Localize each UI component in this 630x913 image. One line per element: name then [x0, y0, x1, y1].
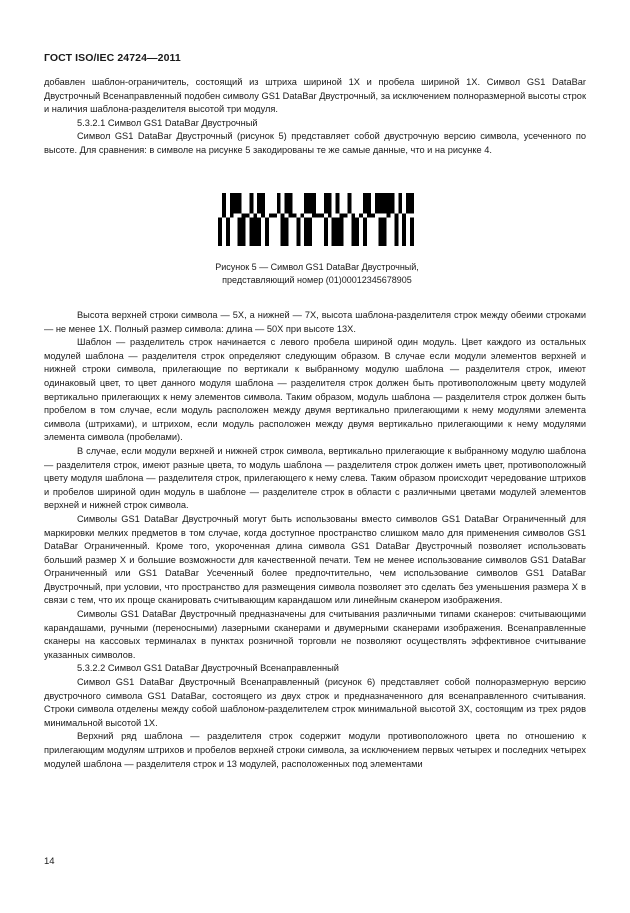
barcode-module — [218, 217, 222, 246]
barcode-modules — [218, 193, 414, 246]
barcode-module — [281, 217, 289, 246]
barcode-module — [324, 217, 328, 246]
barcode-module — [363, 193, 371, 213]
barcode-module — [285, 193, 293, 213]
paragraph: Символ GS1 DataBar Двустрочный Всенаправленный (рисунок 6) представляет собой полноразмерную версию двустрочного символа GS1 DataBar, состоящего из двух строк и предназначенного для всенаправленного считывания. Строки символа отделены между собой шаблоном-разделителем строк минимальной высотой 3X, состоящим из трех рядов минимальной высотой 1X. — [44, 677, 586, 728]
main-text-block — [44, 309, 586, 771]
barcode-module — [402, 213, 406, 217]
barcode-module — [328, 213, 332, 217]
barcode-module — [340, 213, 348, 217]
paragraph: Шаблон — разделитель строк начинается с левого пробела шириной один модуль. Цвет каждого из остальных модулей шаблона — разделителя строк определяют следующим образом. В случае если модули элементов верхней и нижней строки символа, прилегающие по вертикали к выбранному модулю шаблона — разделителя строк, имеют одинаковый цвет, то цвет данного модуля шаблона — разделителя строк должен быть противоположным цвету модулей вертикально прилегающих к нему элементов символа. Таким образом, модуль шаблона — разделителя строк должен быть пробелом в том случае, если модуль расположен между двумя вертикально прилегающими к нему модулями элемента символа (штрихами), и штрихом, если модуль расположен между двумя вертикально прилегающими к нему модулями элемента символа (пробелами). — [44, 337, 586, 443]
barcode-module — [402, 217, 406, 246]
barcode-module — [242, 213, 250, 217]
barcode-module — [394, 217, 398, 246]
paragraph: В случае, если модули верхней и нижней строк символа, вертикально прилегающие к выбранному модулю шаблона — разделителя строк, имеют разные цвета, то модуль шаблона — разделителя строк должен иметь цвет, противоположный цвету модуля шаблона — разделителя строк, прилегающего к нему слева. Таким образом происходит чередование штрихов и пробелов шириной один модуль в шаблоне — разделителе строк в области с различными цветами модулей элементов верхней и нижней строк символа. — [44, 445, 586, 511]
barcode-module — [398, 193, 402, 213]
barcode-module — [312, 213, 324, 217]
top-text-block — [44, 76, 586, 158]
barcode-module — [265, 217, 269, 246]
barcode-module — [347, 193, 351, 213]
figure-caption — [160, 261, 474, 287]
paragraph: Высота верхней строки символа — 5X, а нижней — 7X, высота шаблона-разделителя строк между обеими строками — не менее 1X. Полный размер символа: длина — 50X при высоте 13X. — [44, 310, 586, 334]
barcode-module — [304, 217, 312, 246]
page-number: 14 — [44, 856, 55, 867]
barcode-module — [324, 193, 332, 213]
paragraph: Верхний ряд шаблона — разделителя строк содержит модули противоположного цвета по отношению к прилегающим модулям штрихов и пробелов верхней строки символа, за исключением первых четырех и последних четырех модулей шаблона — разделителя строк и 13 модулей, расположенных под элементами — [44, 731, 586, 769]
barcode-module — [296, 217, 300, 246]
barcode-module — [387, 213, 391, 217]
barcode-module — [230, 213, 234, 217]
gs1-databar-stacked-barcode — [218, 193, 414, 246]
section-heading-5-3-2-1: 5.3.2.1 Символ GS1 DataBar Двустрочный — [77, 117, 258, 128]
barcode-module — [277, 193, 281, 213]
barcode-module — [222, 213, 226, 217]
barcode-module — [226, 217, 230, 246]
section-heading-5-3-2-2: 5.3.2.2 Символ GS1 DataBar Двустрочный Всенаправленный — [77, 663, 339, 674]
barcode-module — [363, 217, 367, 246]
barcode-module — [249, 217, 261, 246]
barcode-module — [367, 213, 375, 217]
barcode-module — [230, 193, 242, 213]
barcode-module — [375, 193, 395, 213]
barcode-module — [222, 193, 226, 213]
barcode-module — [253, 213, 257, 217]
barcode-module — [351, 213, 355, 217]
standard-header: ГОСТ ISO/IEC 24724—2011 — [44, 52, 181, 64]
barcode-module — [269, 213, 277, 217]
barcode-module — [261, 213, 265, 217]
barcode-module — [351, 217, 359, 246]
barcode-module — [281, 213, 285, 217]
figure-caption-line: Рисунок 5 — Символ GS1 DataBar Двустрочный, — [215, 262, 419, 272]
paragraph: Символы GS1 DataBar Двустрочный предназначены для считывания различными типами сканеров: считывающими карандашами, ручными (переносными) лазерными сканерами и двумерными сканерами изображения. Всенаправленные сканеры на кассовых терминалах в пунктах розничной торговли не позволяют осуществлять эффективное считывание указанных символов. — [44, 609, 586, 660]
barcode-module — [410, 217, 414, 246]
barcode-module — [257, 193, 265, 213]
barcode-module — [332, 217, 344, 246]
barcode-module — [304, 193, 316, 213]
paragraph: добавлен шаблон-ограничитель, состоящий из штриха шириной 1X и пробела шириной 1X. Символ GS1 DataBar Двустрочный Всенаправленный подобен символу GS1 DataBar Двустрочный, за исключением полноразмерной высоты строк и наличия шаблона-разделителя высотой три модуля. — [44, 77, 586, 115]
barcode-module — [406, 193, 414, 213]
barcode-module — [379, 217, 387, 246]
barcode-module — [238, 217, 246, 246]
paragraph: Символ GS1 DataBar Двустрочный (рисунок 5) представляет собой двустрочную версию символа, усеченного по высоте. Для сравнения: в символе на рисунке 5 закодированы те же самые данные, что и на рисунке 4. — [44, 131, 586, 155]
barcode-module — [289, 213, 297, 217]
figure-caption-line: представляющий номер (01)00012345678905 — [222, 275, 412, 286]
barcode-module — [300, 213, 304, 217]
barcode-module — [249, 193, 253, 213]
barcode-module — [336, 193, 340, 213]
barcode-module — [394, 213, 398, 217]
paragraph: Символы GS1 DataBar Двустрочный могут быть использованы вместо символов GS1 DataBar Ограниченный для маркировки мелких предметов в том случае, когда доступное пространство слишком мало для применения символов GS1 DataBar Ограниченный. Кроме того, укороченная длина символа GS1 DataBar Двустрочный позволяет использовать больший размер X и большие возможности для качественной печати. Тем не менее использование символов GS1 DataBar Ограниченный или GS1 DataBar Усеченный более предпочтительно, чем использование символов GS1 DataBar Двустрочный, при условии, что пространство для размещения символа позволяет это сделать без уменьшения размера X в связи с тем, что их проще сканировать считывающим карандашом или линейным сканером изображения. — [44, 513, 586, 606]
barcode-module — [359, 213, 363, 217]
